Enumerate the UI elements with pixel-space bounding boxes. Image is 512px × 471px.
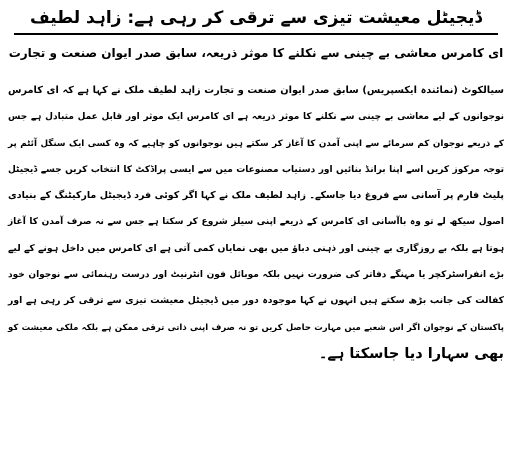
body-line: ہوتا ہے بلکہ بے روزگاری بے چینی اور ذہنی دباؤ میں بھی نمایاں کمی آتی ہے ای کامرس میں داخل ہونے کے لیے [8,242,504,254]
body-line: پاکستان کے نوجوان اگر اس شعبے میں مہارت حاصل کریں تو نہ صرف اپنی ذاتی ترقی ممکن ہے بلکہ ملکی معیشت کو [8,322,504,333]
subheadline-line: ای کامرس معاشی بے چینی سے نکلنے کا موثر ذریعہ، سابق صدر ایوان صنعت و تجارت [8,46,504,60]
body-line: اصول سیکھ لے تو وہ باآسانی ای کامرس کے ذریعے اپنی سیلز شروع کر سکتا ہے جس سے نہ صرف آمدن کا آغاز [8,217,504,228]
subheadline [8,43,504,64]
body-line: بڑے انفراسٹرکچر یا مہنگے دفاتر کی ضرورت نہیں بلکہ موبائل فون انٹرنیٹ اور درست رہنمائی سے نوجوان خود [8,270,504,281]
headline-divider [14,33,498,35]
body-line: کفالت کی جانب بڑھ سکتے ہیں انہوں نے کہا موجودہ دور میں ڈیجیٹل معیشت تیزی سے ترقی کر رہی ہے اور [8,295,504,307]
article-body [8,78,504,367]
body-line: نوجوانوں کے لیے معاشی بے چینی سے نکلنے کا موثر ذریعہ ہے ای کامرس ایک موثر اور قابل عمل متبادل ہے جس [8,112,504,123]
body-line: بھی سہارا دیا جاسکتا ہے۔ [318,345,504,362]
body-line: پلیٹ فارم پر آسانی سے فروغ دیا جاسکے۔ زاہد لطیف ملک نے کہا اگر کوئی فرد ڈیجیٹل مارکیٹنگ کے بنیادی [8,190,504,202]
headline: ڈیجیٹل معیشت تیزی سے ترقی کر رہی ہے: زاہد لطیف [30,8,482,28]
body-line: سیالکوٹ (نمائندہ ایکسپریس) سابق صدر ایوان صنعت و تجارت زاہد لطیف ملک نے کہا ہے کہ ای کامرس [8,85,504,96]
body-line: کے ذریعے نوجوان کم سرمائے سے اپنی آمدن کا آغاز کر سکتے ہیں نوجوانوں کو چاہیے کہ وہ کسی ایک سنگل آئٹم پر [8,138,504,149]
body-line: توجہ مرکوز کریں اسے اپنا برانڈ بنائیں اور دستیاب مصنوعات میں سے ایسی پراڈکٹ کا انتخاب کریں جسے ڈیجیٹل [8,164,504,175]
